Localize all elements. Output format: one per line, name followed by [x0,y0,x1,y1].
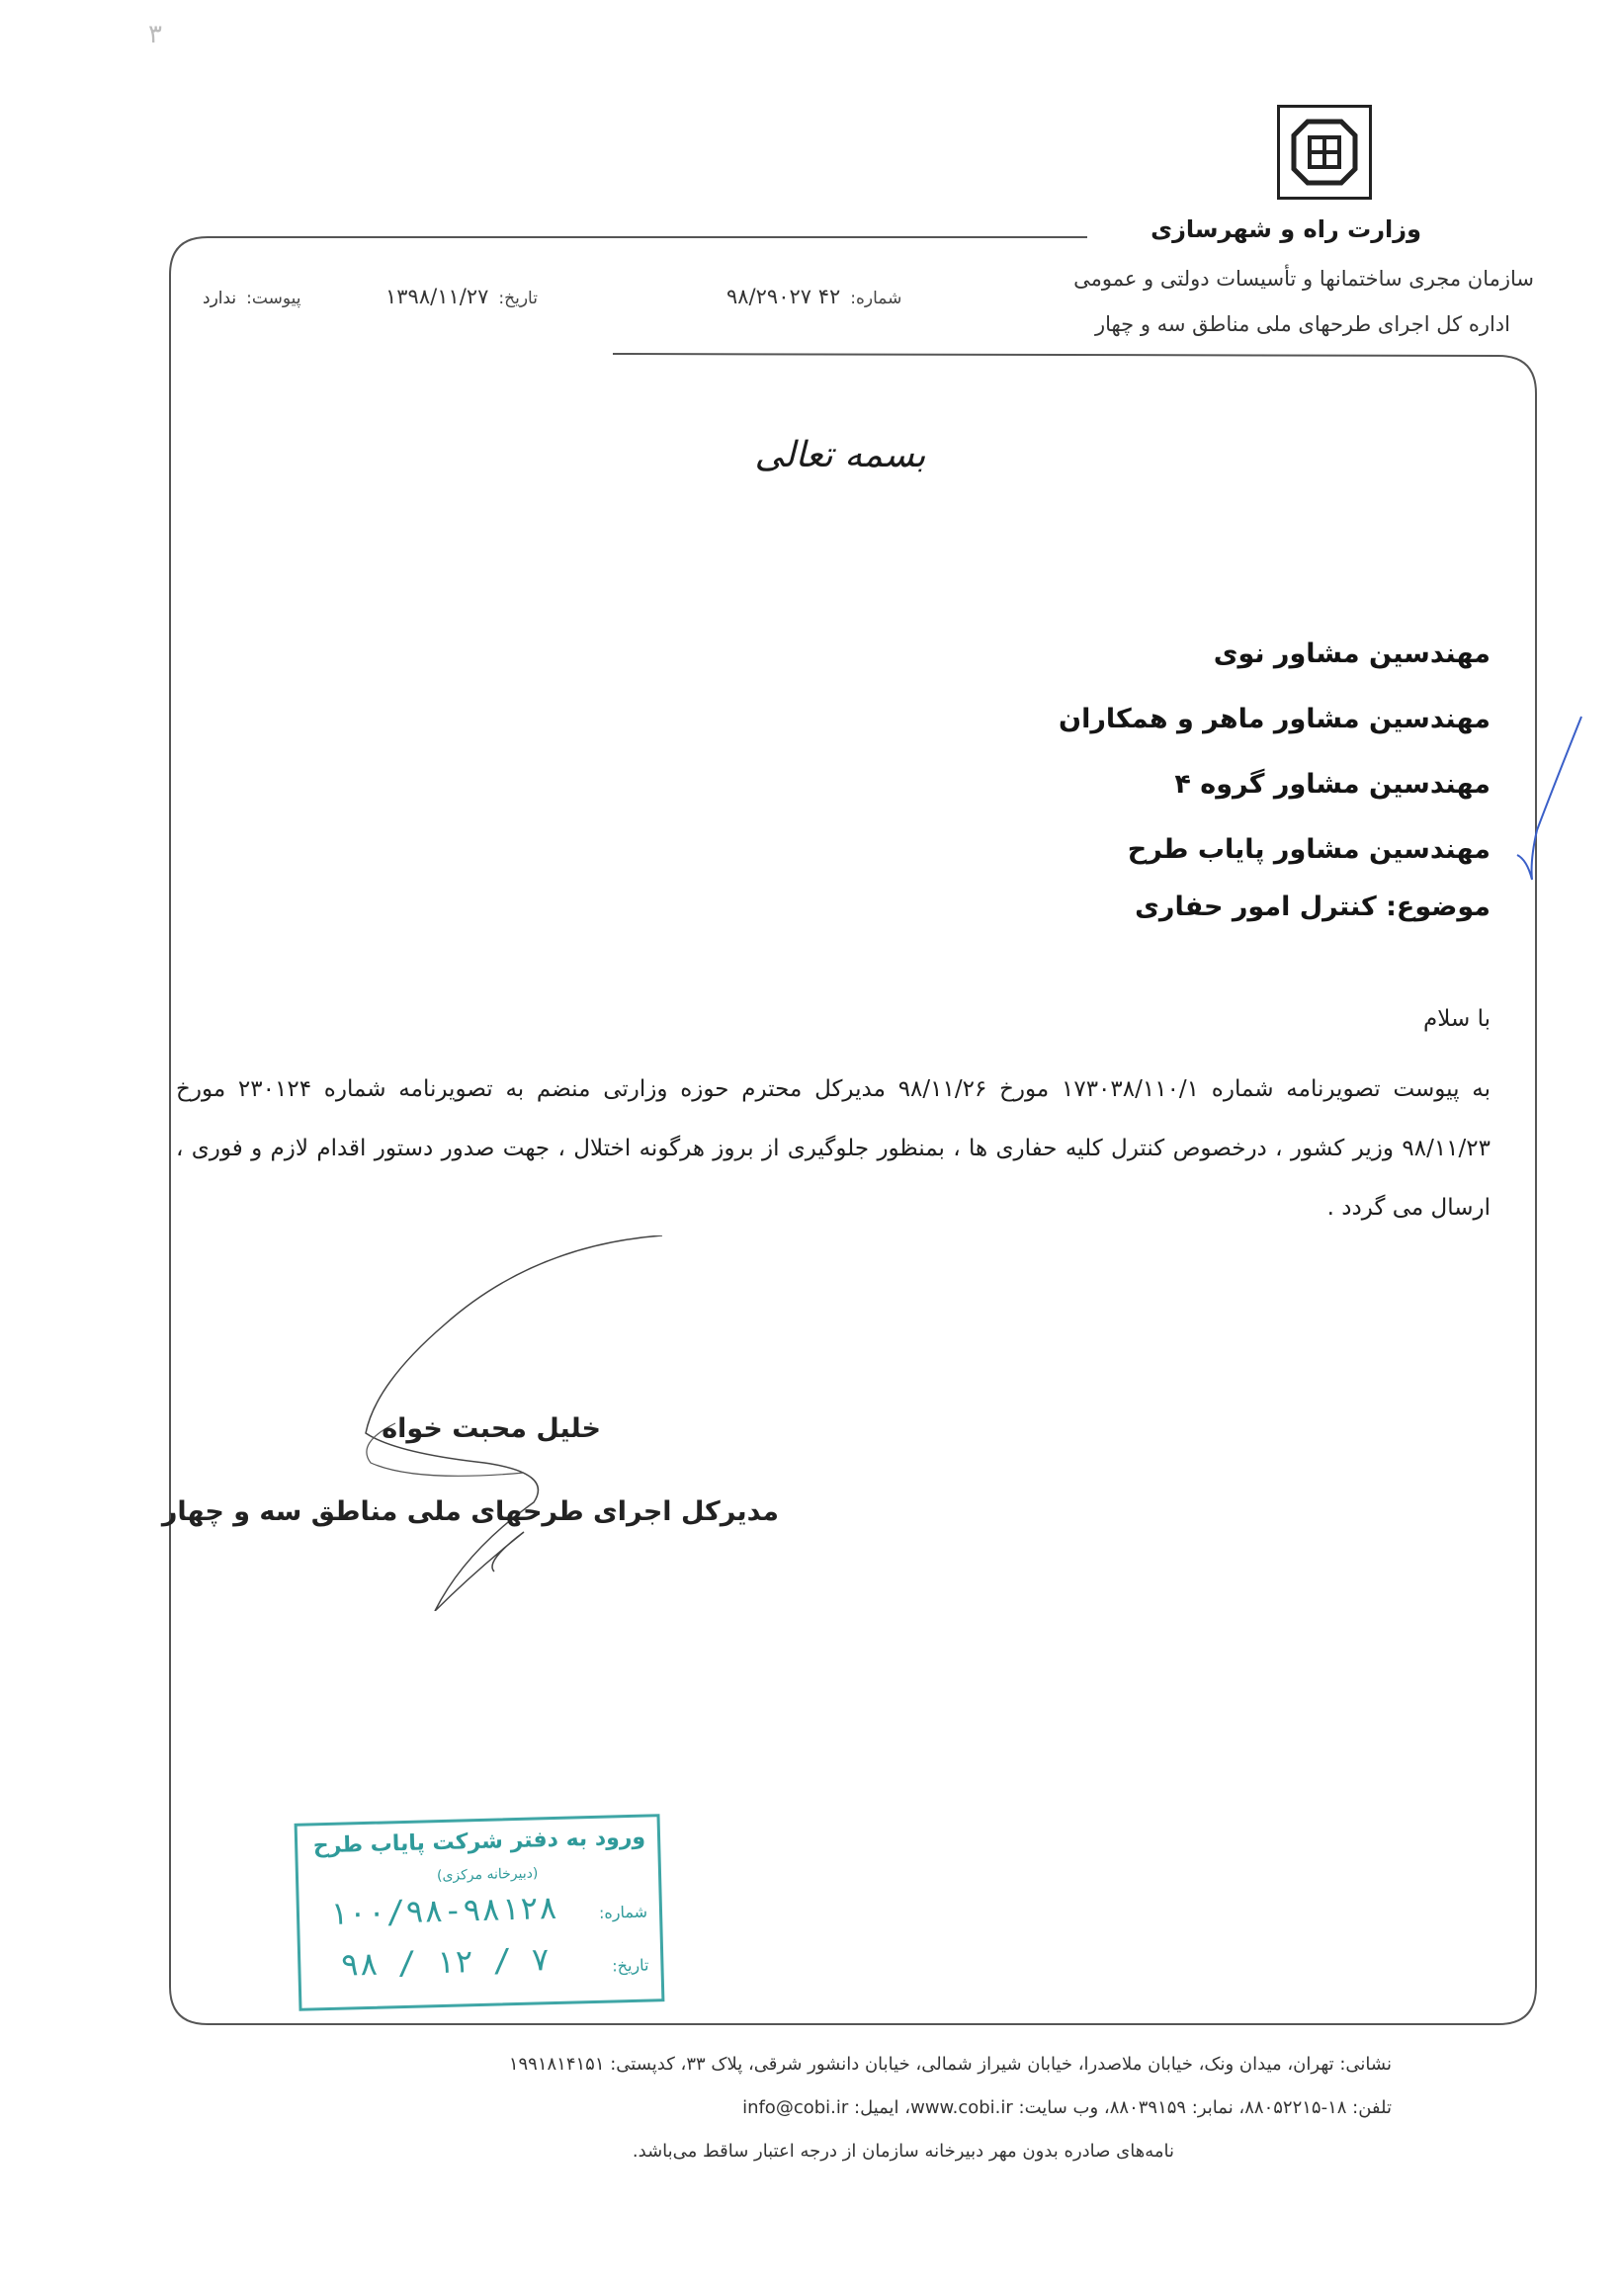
signer-name: خلیل محبت خواه [382,1413,601,1444]
organization-name: سازمان مجری ساختمانها و تأسیسات دولتی و عمومی [1073,267,1534,291]
footer-address: نشانی: تهران، میدان ونک، خیابان ملاصدرا، خیابان شیراز شمالی، خیابان دانشور شرقی، پلاک ۳۳، کدپستی: ۱۹۹۱۸۱۴۱۵۱ [508,2054,1392,2075]
recipient-item: مهندسین مشاور پایاب طرح [1127,834,1491,865]
check-mark-icon [1512,712,1591,890]
footer-note: نامه‌های صادره بدون مهر دبیرخانه سازمان از درجه اعتبار ساقط می‌باشد. [632,2141,1174,2162]
letter-date-value: ۱۳۹۸/۱۱/۲۷ [385,285,489,308]
letter-attachment-value: ندارد [203,289,237,308]
department-name: اداره کل اجرای طرحهای ملی مناطق سه و چهار [1094,312,1510,336]
stamp-title: ورود به دفتر شرکت پایاب طرح [312,1825,646,1859]
recipient-item: مهندسین مشاور گروه ۴ [1174,769,1491,800]
letter-subject: موضوع: کنترل امور حفاری [1135,892,1491,922]
ministry-logo-icon [1277,105,1372,200]
letter-number-value: ۴۲ ۹۸/۲۹۰۲۷ [726,285,841,308]
corner-mark: ۳ [148,20,162,49]
stamp-subtitle: (دبیرخانه مرکزی) [436,1865,539,1885]
recipients-list [601,631,1491,892]
letter-date-label: تاریخ: [498,289,538,308]
ministry-name: وزارت راه و شهرسازی [1150,215,1421,243]
stamp-date: ۹۸ / ۱۲ / ۷ [339,1940,551,1984]
stamp-number-label: شماره: [598,1902,648,1922]
recipient-item: مهندسین مشاور نوی [1213,638,1491,669]
letter-number-label: شماره: [850,289,902,308]
letter-attachment-label: پیوست: [246,289,301,308]
stamp-date-label: تاریخ: [611,1955,649,1976]
stamp-number: ۱۰۰/۹۸-۹۸۱۲۸ [328,1888,558,1932]
letter-greeting: با سلام [1423,1006,1491,1032]
signer-title: مدیرکل اجرای طرحهای ملی مناطق سه و چهار [161,1496,779,1527]
letter-body: به پیوست تصویرنامه شماره ۱۷۳۰۳۸/۱۱۰/۱ مورخ ۹۸/۱۱/۲۶ مدیرکل محترم حوزه وزارتی منضم به تصویرنامه شماره ۲۳۰۱۲۴ مورخ ۹۸/۱۱/۲۳ وزیر کشور ، درخصوص کنترل کلیه حفاری ها ، بمنظور جلوگیری از بروز هرگونه اختلال ، جهت صدور دستور اقدام لازم و فوری ، ارسال می گردد . [176,1076,1491,1221]
footer-contact: تلفن: ۱۸-۸۸۰۵۲۲۱۵، نمابر: ۸۸۰۳۹۱۵۹، وب سایت: www.cobi.ir، ایمیل: info@cobi.ir [742,2097,1392,2118]
registration-stamp [295,1814,665,2011]
recipient-item: مهندسین مشاور ماهر و همکاران [1059,704,1491,734]
basmala: بسمه تعالی [754,435,926,475]
